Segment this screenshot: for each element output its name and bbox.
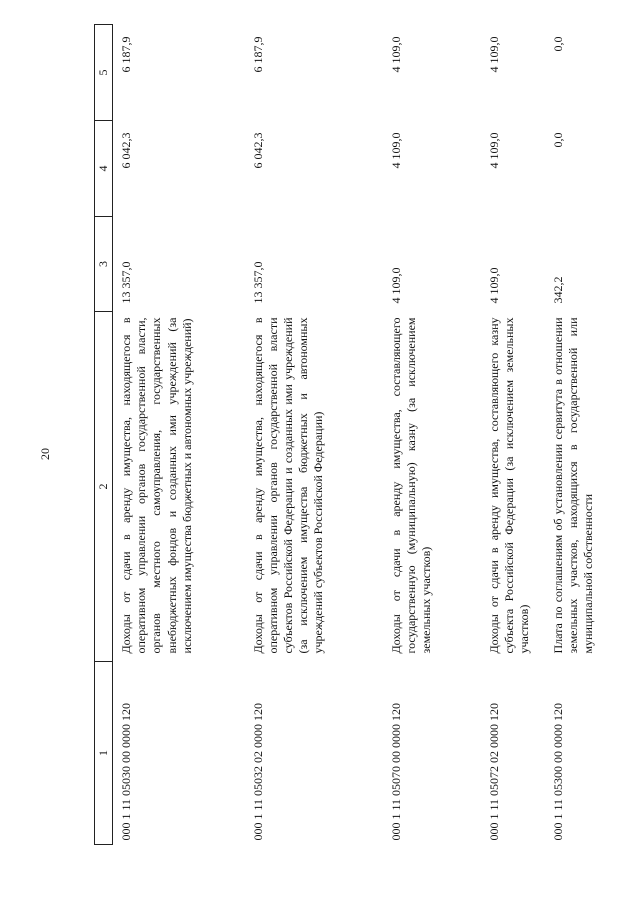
column-header-5: 5 bbox=[95, 25, 113, 121]
row-value-col3: 13 357,0 bbox=[250, 261, 265, 304]
row-code: 000 1 11 05032 02 0000 120 bbox=[250, 702, 265, 841]
rotated-page-content bbox=[94, 25, 614, 845]
row-value-col5: 4 109,0 bbox=[388, 36, 403, 73]
column-header-4: 4 bbox=[95, 121, 113, 217]
row-description: Доходы от сдачи в аренду имущества, находящегося в оперативном управлении органов государственной власти, органов местного самоуправления, государственных внебюджетных фондов и созданных ими учреждений (за исключением имущества бюджетных и автономных учреждений) bbox=[119, 317, 194, 654]
row-value-col5: 0,0 bbox=[550, 36, 565, 52]
table-row bbox=[383, 25, 481, 845]
column-header-3: 3 bbox=[95, 217, 113, 312]
row-value-col5: 6 187,9 bbox=[250, 36, 265, 73]
row-value-col3: 4 109,0 bbox=[388, 267, 403, 304]
table-row bbox=[245, 25, 383, 845]
row-value-col3: 4 109,0 bbox=[486, 267, 501, 304]
column-header-1: 1 bbox=[95, 662, 113, 845]
row-value-col3: 13 357,0 bbox=[119, 261, 133, 304]
column-header-2: 2 bbox=[95, 312, 113, 662]
row-value-col4: 0,0 bbox=[550, 132, 565, 148]
row-description: Доходы от сдачи в аренду имущества, составляющего казну субъекта Российской Федерации (за исключением земельных участков) bbox=[486, 317, 531, 654]
table-row bbox=[481, 25, 545, 845]
row-description: Доходы от сдачи в аренду имущества, находящегося в оперативном управлении органов государственной власти субъектов Российской Федерации и созданных ими учреждений (за исключением имущества бюджетных и автономных учреждений субъектов Российской Федерации) bbox=[250, 317, 326, 654]
row-value-col5: 6 187,9 bbox=[119, 36, 133, 73]
row-value-col5: 4 109,0 bbox=[486, 36, 501, 73]
table-header-row bbox=[95, 25, 113, 845]
budget-table-container bbox=[94, 25, 614, 845]
row-code: 000 1 11 05300 00 0000 120 bbox=[550, 702, 565, 841]
row-description: Плата по соглашениям об установлении сервитута в отношении земельных участков, находящихся в государственной или муниципальной собственности bbox=[550, 317, 595, 654]
row-value-col4: 4 109,0 bbox=[388, 132, 403, 169]
row-code: 000 1 11 05030 00 0000 120 bbox=[119, 702, 133, 841]
table-row bbox=[545, 25, 615, 845]
row-value-col4: 4 109,0 bbox=[486, 132, 501, 169]
row-value-col3: 342,2 bbox=[550, 276, 565, 304]
row-value-col4: 6 042,3 bbox=[250, 132, 265, 169]
page-number: 20 bbox=[38, 448, 52, 460]
row-code: 000 1 11 05072 02 0000 120 bbox=[486, 702, 501, 841]
budget-table bbox=[94, 24, 615, 845]
row-value-col4: 6 042,3 bbox=[119, 132, 133, 169]
row-description: Доходы от сдачи в аренду имущества, составляющего государственную (муниципальную) казну (за исключением земельных участков) bbox=[388, 317, 433, 654]
table-row bbox=[113, 25, 245, 845]
row-code: 000 1 11 05070 00 0000 120 bbox=[388, 702, 403, 841]
